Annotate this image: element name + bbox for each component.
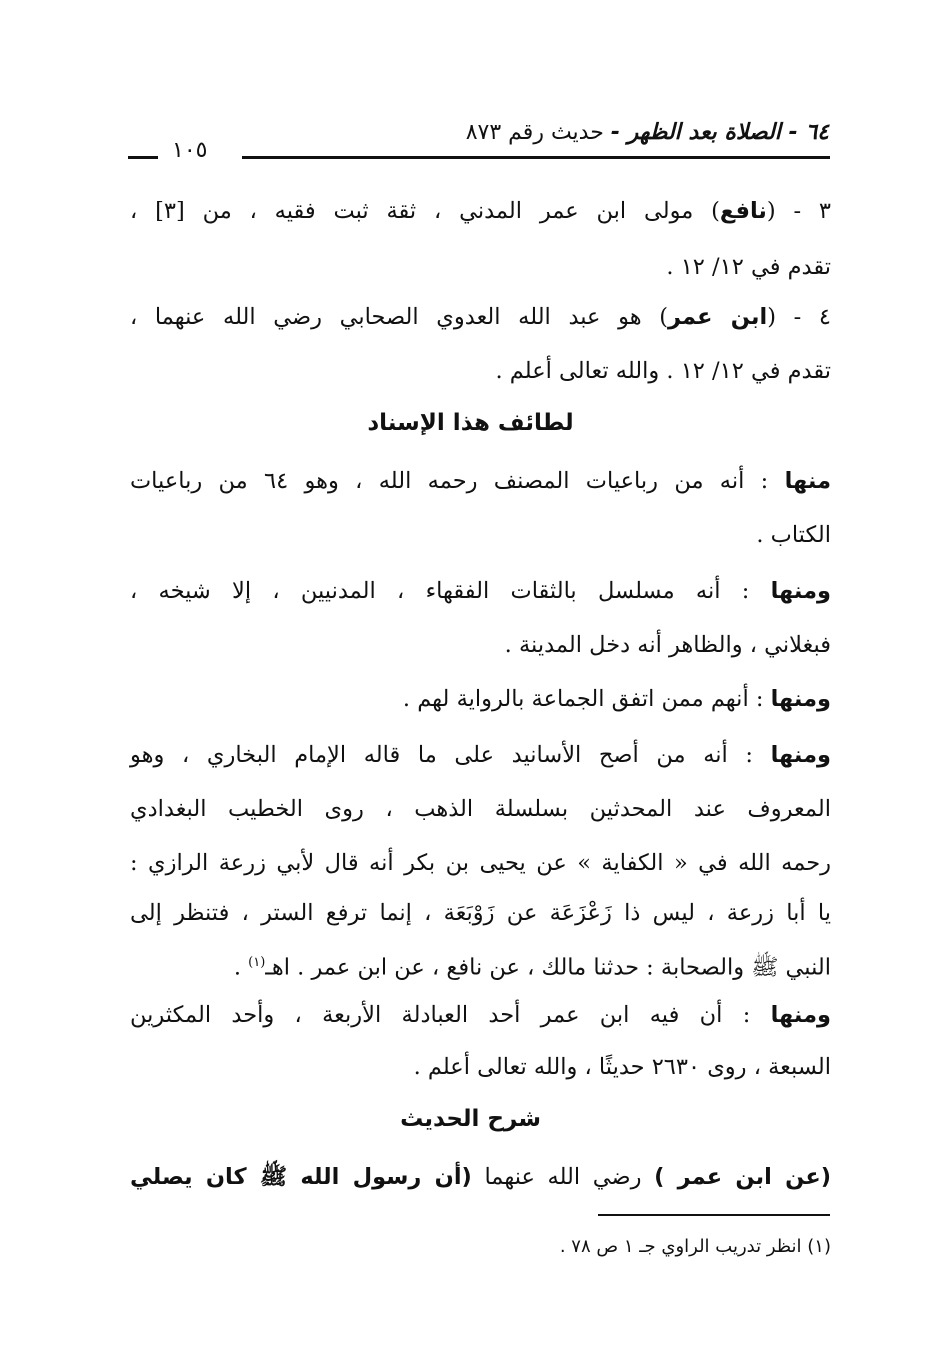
paragraph-3-text: : أنهم ممن اتفق الجماعة بالرواية لهم .: [402, 686, 764, 712]
narrator-3-line1: [130, 196, 831, 226]
footnote-1: (١) انظر تدريب الراوي جـ ١ ص ٧٨ .: [559, 1236, 831, 1257]
paragraph-4-lead: ومنها: [770, 742, 831, 768]
narrator-3-prefix: ٣ - (: [766, 198, 831, 224]
narrator-3-name: نافع: [719, 198, 767, 224]
paragraph-1-lead: منها: [784, 468, 832, 494]
header-chapter-title: ٦٤ - الصلاة بعد الظهر -: [610, 120, 829, 145]
header-rule-right: [242, 156, 830, 159]
running-header: [466, 120, 829, 145]
header-hadith-number: حديث رقم ٨٧٣: [465, 120, 604, 145]
narrator-4-desc: ) هو عبد الله العدوي الصحابي رضي الله عنهما ،: [130, 304, 669, 330]
paragraph-3-line1: [403, 684, 831, 714]
paragraph-3-lead: ومنها: [770, 686, 831, 712]
narrator-4-line2: تقدم في ١٢/ ١٢ . والله تعالى أعلم .: [495, 358, 831, 384]
paragraph-2-text: : أنه مسلسل بالثقات الفقهاء ، المدنيين ، إلا شيخه ،: [130, 578, 750, 604]
header-rule-left: [128, 156, 158, 159]
page-number: ١٠٥: [172, 138, 208, 163]
narrator-4-line1: [130, 302, 831, 332]
paragraph-4-line4: يا أبا زرعة ، ليس ذا زَعْزَعَة عن زَوْبَعَة ، إنما ترفع الستر ، فتنظر إلى: [130, 900, 831, 926]
paragraph-1-text: : أنه من رباعيات المصنف رحمه الله ، وهو ٦٤ من رباعيات: [130, 468, 769, 494]
narrator-4-prefix: ٤ - (: [767, 304, 831, 330]
narrator-3-desc: ) مولى ابن عمر المدني ، ثقة ثبت فقيه ، من [٣] ،: [130, 198, 720, 224]
paragraph-4-line5-end: .: [233, 954, 249, 981]
paragraph-4-line3: رحمه الله في « الكفاية » عن يحيى بن بكر أنه قال لأبي زرعة الرازي :: [130, 850, 831, 876]
sharh-line1: [130, 1162, 831, 1192]
section-heading-sharh: شرح الحديث: [400, 1106, 541, 1132]
paragraph-1-line2: الكتاب .: [756, 522, 831, 548]
paragraph-2-line1: [130, 576, 831, 606]
paragraph-4-line5-text: النبي ﷺ والصحابة : حدثنا مالك ، عن نافع ، عن ابن عمر . اهـ: [265, 954, 831, 981]
narrator-4-name: ابن عمر: [668, 304, 768, 330]
sharh-quote-1: (عن ابن عمر ): [654, 1164, 831, 1190]
paragraph-2-line2: فبغلاني ، والظاهر أنه دخل المدينة .: [504, 632, 831, 658]
footnote-marker: (١): [248, 955, 266, 970]
paragraph-2-lead: ومنها: [770, 578, 831, 604]
narrator-3-line2: تقدم في ١٢/ ١٢ .: [666, 254, 831, 280]
paragraph-5-line2: السبعة ، روى ٢٦٣٠ حديثًا ، والله تعالى أعلم .: [413, 1054, 831, 1080]
paragraph-4-text: : أنه من أصح الأسانيد على ما قاله الإمام البخاري ، وهو: [130, 742, 753, 768]
paragraph-4-line2: المعروف عند المحدثين بسلسلة الذهب ، روى الخطيب البغدادي: [130, 796, 831, 822]
paragraph-4-line5: [234, 948, 831, 983]
paragraph-4-line1: [130, 740, 831, 770]
section-heading-isnad: لطائف هذا الإسناد: [367, 410, 574, 436]
sharh-text: رضي الله عنهما: [484, 1164, 642, 1190]
sharh-quote-2: (أن رسول الله ﷺ كان يصلي: [130, 1164, 472, 1190]
footnote-rule: [598, 1214, 830, 1216]
paragraph-5-lead: ومنها: [770, 1002, 831, 1028]
paragraph-5-text: : أن فيه ابن عمر أحد العبادلة الأربعة ، وأحد المكثرين: [130, 1002, 751, 1028]
paragraph-5-line1: [130, 1000, 831, 1030]
paragraph-1-line1: [130, 466, 831, 496]
